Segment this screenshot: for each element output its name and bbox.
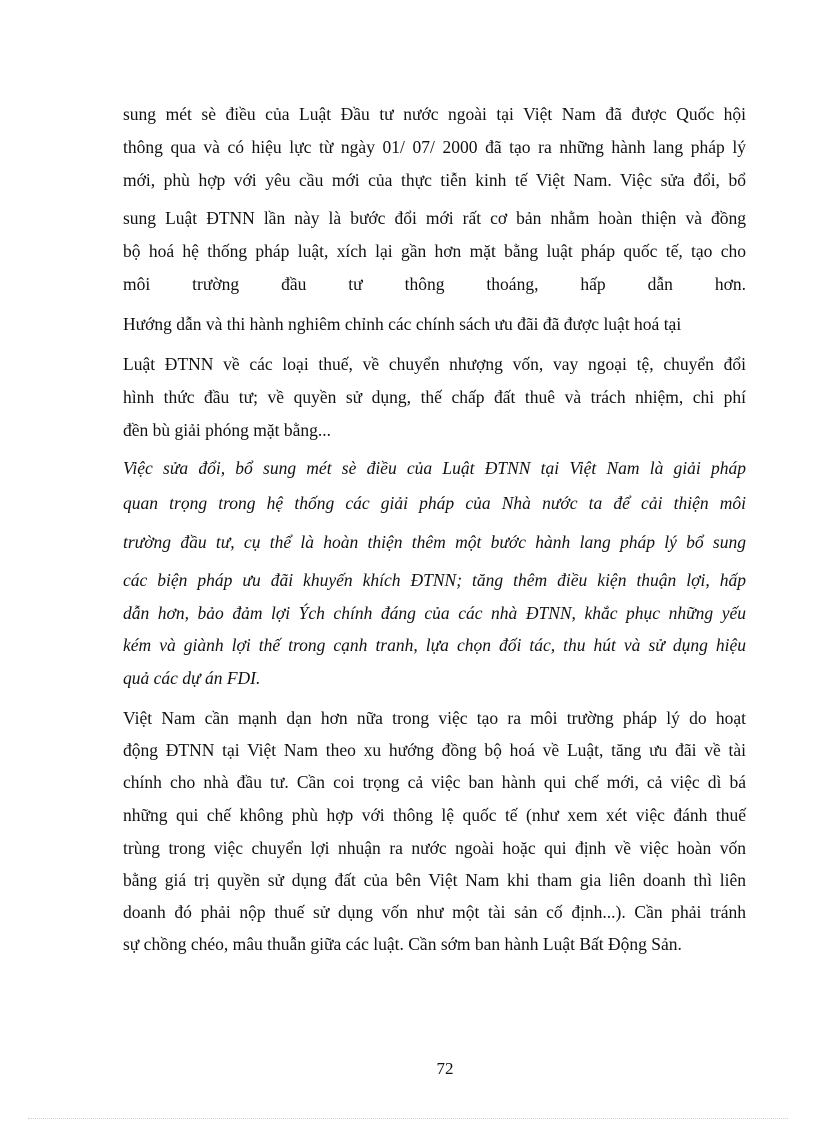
bottom-divider (28, 1118, 788, 1119)
text-line: động ĐTNN tại Việt Nam theo xu hướng đồng bộ hoá về Luật, tăng ưu đãi về tài (123, 740, 746, 760)
text-line: bằng giá trị quyền sử dụng đất của bên Việt Nam khi tham gia liên doanh thì liên (123, 870, 746, 890)
text-line: chính cho nhà đầu tư. Cần coi trọng cả việc ban hành qui chế mới, cả việc dì bá (123, 772, 746, 792)
text-line: sung Luật ĐTNN lần này là bước đổi mới rất cơ bản nhằm hoàn thiện và đồng (123, 208, 746, 228)
italic-text-line: kém và giành lợi thế trong cạnh tranh, lựa chọn đối tác, thu hút và sử dụng hiệu (123, 635, 746, 655)
text-line: doanh đó phải nộp thuế sử dụng vốn như một tài sản cố định...). Cần phải tránh (123, 902, 746, 922)
page-number-container (0, 1058, 816, 1080)
text-line: thông qua và có hiệu lực từ ngày 01/ 07/ 2000 đã tạo ra những hành lang pháp lý (123, 137, 746, 157)
italic-text-line: các biện pháp ưu đãi khuyến khích ĐTNN; tăng thêm điều kiện thuận lợi, hấp (123, 570, 746, 590)
text-line: môi trường đầu tư thông thoáng, hấp dẫn hơn. (123, 274, 746, 294)
text-line: Luật ĐTNN về các loại thuế, về chuyển nhượng vốn, vay ngoại tệ, chuyển đổi (123, 354, 746, 374)
text-line: mới, phù hợp với yêu cầu mới của thực tiễn kinh tế Việt Nam. Việc sửa đổi, bổ (123, 170, 746, 190)
text-line: sung mét sè điều của Luật Đầu tư nước ngoài tại Việt Nam đã được Quốc hội (123, 104, 746, 124)
text-line: trùng trong việc chuyển lợi nhuận ra nước ngoài hoặc qui định về việc hoàn vốn (123, 838, 746, 858)
text-line: bộ hoá hệ thống pháp luật, xích lại gần hơn mặt bằng luật pháp quốc tế, tạo cho (123, 241, 746, 261)
text-line: sự chồng chéo, mâu thuẫn giữa các luật. Cần sớm ban hành Luật Bất Động Sản. (123, 934, 682, 954)
italic-text-line: dẫn hơn, bảo đảm lợi Ých chính đáng của các nhà ĐTNN, khắc phục những yếu (123, 603, 746, 623)
italic-text-line: quả các dự án FDI. (123, 668, 261, 688)
italic-text-line: trường đầu tư, cụ thể là hoàn thiện thêm một bước hành lang pháp lý bổ sung (123, 532, 746, 552)
italic-text-line: quan trọng trong hệ thống các giải pháp của Nhà nước ta để cải thiện môi (123, 493, 746, 513)
italic-text-line: Việc sửa đổi, bổ sung mét sè điều của Luật ĐTNN tại Việt Nam là giải pháp (123, 458, 746, 478)
page-number: 72 (436, 1059, 454, 1078)
text-line: đền bù giải phóng mặt bằng... (123, 420, 332, 440)
text-line: Hướng dẫn và thi hành nghiêm chỉnh các chính sách ưu đãi đã được luật hoá tại (123, 314, 682, 334)
text-line: Việt Nam cần mạnh dạn hơn nữa trong việc tạo ra môi trường pháp lý do hoạt (123, 708, 746, 728)
text-line: hình thức đầu tư; về quyền sử dụng, thế chấp đất thuê và trách nhiệm, chi phí (123, 387, 746, 407)
text-line: những qui chế không phù hợp với thông lệ quốc tế (như xem xét việc đánh thuế (123, 805, 746, 825)
